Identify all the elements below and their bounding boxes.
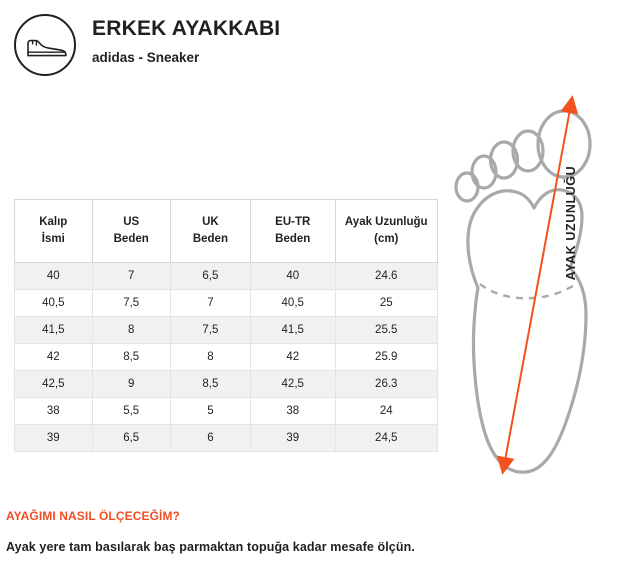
cell-uk: 8 xyxy=(170,344,250,371)
column-header-line1: US xyxy=(123,216,140,229)
size-table xyxy=(14,199,438,452)
cell-kalip: 40 xyxy=(15,263,93,290)
cell-kalip: 38 xyxy=(15,398,93,425)
column-header-line2: (cm) xyxy=(374,233,399,245)
column-header-line2: Beden xyxy=(113,233,149,245)
cell-eutr: 42 xyxy=(250,344,335,371)
cell-length: 24.6 xyxy=(335,263,438,290)
cell-kalip: 39 xyxy=(15,425,93,452)
cell-uk: 6 xyxy=(170,425,250,452)
cell-eutr: 40 xyxy=(250,263,335,290)
table-row xyxy=(15,398,438,425)
cell-uk: 8,5 xyxy=(170,371,250,398)
page-header xyxy=(0,0,622,86)
column-header-line2: İsmi xyxy=(41,233,65,245)
measurement-label: AYAK UZUNLUĞU xyxy=(564,165,578,281)
column-header-line1: EU-TR xyxy=(275,216,311,229)
foot-sole-icon xyxy=(440,88,616,488)
table-row xyxy=(15,290,438,317)
cell-us: 5,5 xyxy=(92,398,170,425)
cell-length: 24 xyxy=(335,398,438,425)
cell-eutr: 39 xyxy=(250,425,335,452)
cell-kalip: 42,5 xyxy=(15,371,93,398)
table-row xyxy=(15,344,438,371)
cell-uk: 5 xyxy=(170,398,250,425)
table-row xyxy=(15,263,438,290)
cell-eutr: 40,5 xyxy=(250,290,335,317)
cell-eutr: 42,5 xyxy=(250,371,335,398)
cell-uk: 7 xyxy=(170,290,250,317)
column-header-us xyxy=(92,200,170,263)
column-header-line1: Kalıp xyxy=(39,216,68,229)
cell-kalip: 42 xyxy=(15,344,93,371)
cell-kalip: 41,5 xyxy=(15,317,93,344)
column-header-uk xyxy=(170,200,250,263)
table-header-row xyxy=(15,200,438,263)
column-header-line2: Beden xyxy=(192,233,228,245)
table-row xyxy=(15,371,438,398)
column-header-line1: Ayak Uzunluğu xyxy=(344,216,428,229)
cell-length: 25.5 xyxy=(335,317,438,344)
table-row xyxy=(15,317,438,344)
cell-uk: 7,5 xyxy=(170,317,250,344)
shoe-icon xyxy=(27,36,67,58)
howto-answer: Ayak yere tam basılarak baş parmaktan topuğa kadar mesafe ölçün. xyxy=(6,540,415,554)
page-title: ERKEK AYAKKABI xyxy=(92,17,281,40)
howto-question: AYAĞIMI NASIL ÖLÇECEĞİM? xyxy=(6,509,180,523)
cell-length: 24,5 xyxy=(335,425,438,452)
cell-eutr: 38 xyxy=(250,398,335,425)
table-body xyxy=(15,263,438,452)
cell-us: 8,5 xyxy=(92,344,170,371)
page-subtitle: adidas - Sneaker xyxy=(92,50,200,65)
column-header-eutr xyxy=(250,200,335,263)
cell-us: 7,5 xyxy=(92,290,170,317)
column-header-length xyxy=(335,200,438,263)
foot-measurement-diagram xyxy=(440,88,616,488)
cell-length: 26.3 xyxy=(335,371,438,398)
column-header-kalip xyxy=(15,200,93,263)
table-row xyxy=(15,425,438,452)
cell-us: 8 xyxy=(92,317,170,344)
cell-length: 25.9 xyxy=(335,344,438,371)
column-header-line2: Beden xyxy=(275,233,311,245)
cell-uk: 6,5 xyxy=(170,263,250,290)
table-header xyxy=(15,200,438,263)
cell-eutr: 41,5 xyxy=(250,317,335,344)
column-header-line1: UK xyxy=(202,216,219,229)
cell-us: 6,5 xyxy=(92,425,170,452)
cell-us: 9 xyxy=(92,371,170,398)
logo-badge xyxy=(14,14,76,76)
cell-us: 7 xyxy=(92,263,170,290)
cell-kalip: 40,5 xyxy=(15,290,93,317)
cell-length: 25 xyxy=(335,290,438,317)
